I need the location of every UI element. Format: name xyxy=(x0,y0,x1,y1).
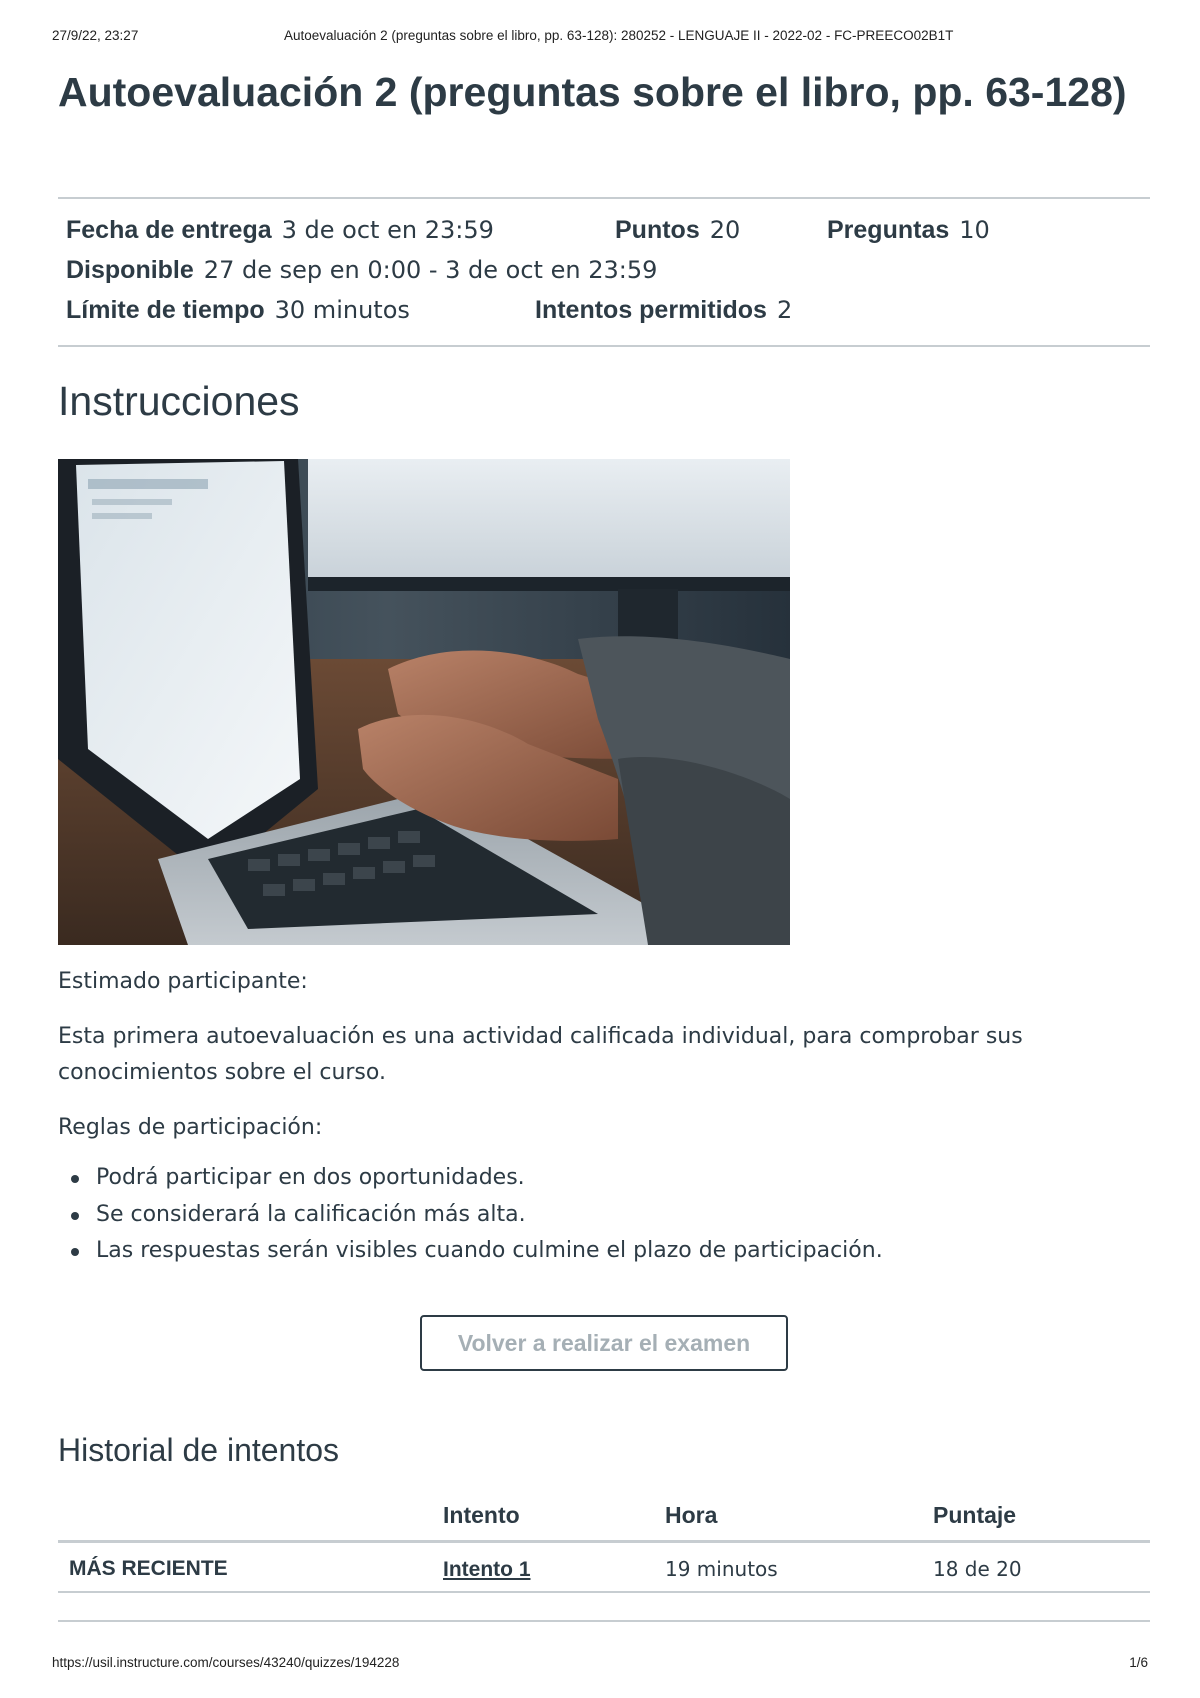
print-footer xyxy=(52,1655,1148,1675)
print-page-title: Autoevaluación 2 (preguntas sobre el libro, pp. 63-128): 280252 - LENGUAJE II - 2022-02 - FC-PREECO02B1T xyxy=(284,28,954,43)
allowed-attempts xyxy=(535,295,792,325)
instructions-heading: Instrucciones xyxy=(58,378,300,424)
table-header-row xyxy=(58,1488,1150,1543)
divider xyxy=(58,1620,1150,1622)
attempt-time: 19 minutos xyxy=(665,1557,778,1581)
points-value: 20 xyxy=(709,216,741,244)
allowed-attempts-label: Intentos permitidos xyxy=(535,296,767,324)
list-item: Las respuestas serán visibles cuando culmine el plazo de participación. xyxy=(58,1233,883,1270)
list-item: Se considerará la calificación más alta. xyxy=(58,1197,883,1234)
laptop-typing-image xyxy=(58,459,790,945)
points-label: Puntos xyxy=(615,216,700,244)
column-header-time: Hora xyxy=(665,1502,718,1528)
divider xyxy=(58,345,1150,347)
availability-label: Disponible xyxy=(66,256,194,284)
participation-rules-list xyxy=(58,1160,883,1270)
time-limit-label: Límite de tiempo xyxy=(66,296,265,324)
questions xyxy=(827,215,990,245)
most-recent-badge: MÁS RECIENTE xyxy=(69,1557,228,1580)
rules-label: Reglas de participación: xyxy=(58,1115,323,1140)
due-date-label: Fecha de entrega xyxy=(66,216,272,244)
quiz-details-row-3 xyxy=(66,295,1146,331)
availability xyxy=(66,255,657,285)
column-header-score: Puntaje xyxy=(933,1502,1017,1528)
print-header xyxy=(52,28,1148,48)
attempt-1-link[interactable]: Intento 1 xyxy=(443,1558,531,1581)
print-url: https://usil.instructure.com/courses/43240/quizzes/194228 xyxy=(52,1655,400,1670)
allowed-attempts-value: 2 xyxy=(776,296,793,324)
questions-value: 10 xyxy=(959,216,990,244)
instructions-paragraph: Esta primera autoevaluación es una actividad calificada individual, para comprobar sus conocimientos sobre el curso. xyxy=(58,1024,1023,1085)
page-number: 1/6 xyxy=(1129,1655,1148,1670)
list-item: Podrá participar en dos oportunidades. xyxy=(58,1160,883,1197)
due-date xyxy=(66,215,494,245)
divider xyxy=(58,197,1150,199)
points xyxy=(615,215,740,245)
print-timestamp: 27/9/22, 23:27 xyxy=(52,28,139,43)
column-header-attempt: Intento xyxy=(443,1502,520,1528)
retake-quiz-button[interactable]: Volver a realizar el examen xyxy=(420,1315,788,1371)
greeting-text: Estimado participante: xyxy=(58,969,308,994)
attempt-history-heading: Historial de intentos xyxy=(58,1432,340,1468)
table-row xyxy=(58,1543,1150,1593)
attempt-cell xyxy=(443,1557,531,1582)
quiz-title: Autoevaluación 2 (preguntas sobre el libro, pp. 63-128) xyxy=(58,69,1127,115)
time-limit-value: 30 minutos xyxy=(274,296,410,324)
availability-value: 27 de sep en 0:00 - 3 de oct en 23:59 xyxy=(203,256,658,284)
time-limit xyxy=(66,295,410,325)
quiz-details-row-2 xyxy=(66,255,1146,291)
questions-label: Preguntas xyxy=(827,216,950,244)
attempt-history-table xyxy=(58,1488,1150,1593)
due-date-value: 3 de oct en 23:59 xyxy=(281,216,494,244)
attempt-score: 18 de 20 xyxy=(933,1557,1022,1581)
quiz-details-row-1 xyxy=(66,215,1146,251)
